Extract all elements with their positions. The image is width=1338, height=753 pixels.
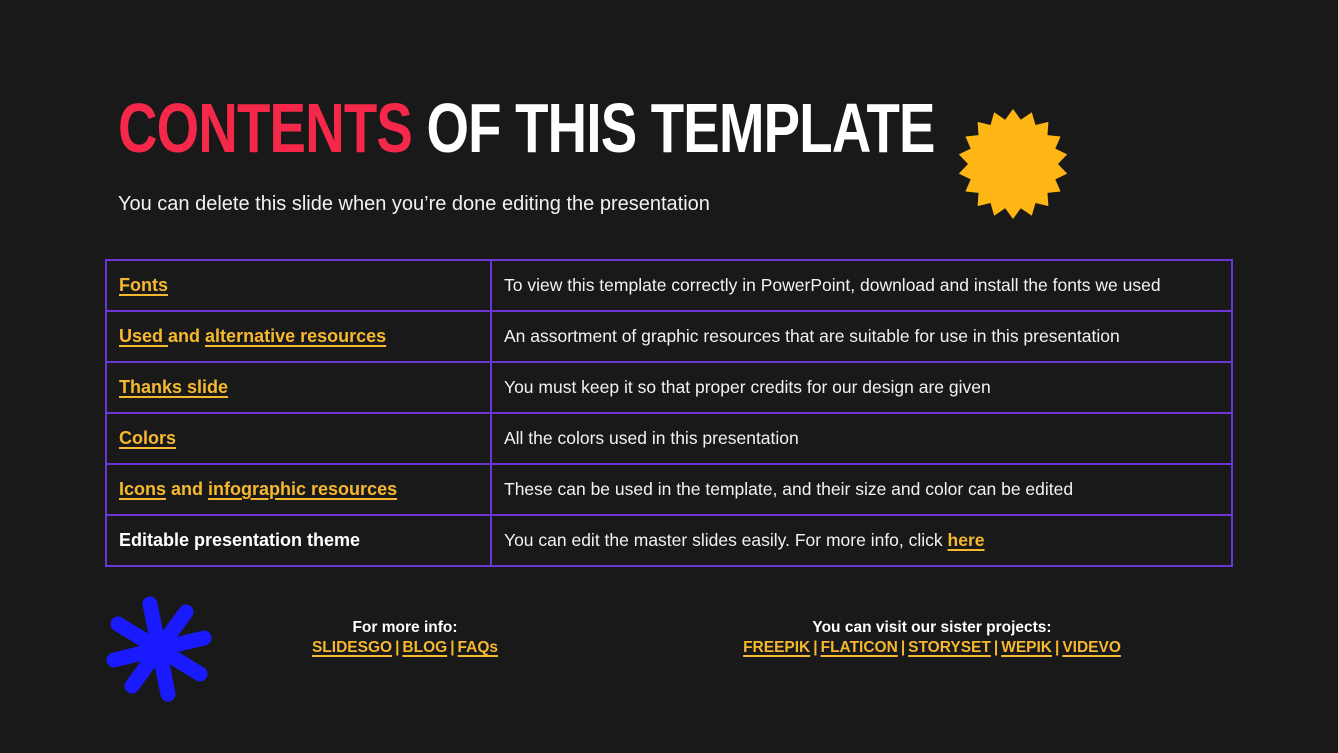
footer-link-slidesgo[interactable]: SLIDESGO bbox=[311, 639, 393, 656]
resource-link[interactable]: Thanks slide bbox=[119, 377, 229, 397]
row-description bbox=[491, 515, 1232, 566]
description-text: You must keep it so that proper credits for our design are given bbox=[504, 377, 991, 397]
link-separator: | bbox=[450, 639, 455, 656]
table-row bbox=[106, 260, 1232, 311]
row-description bbox=[491, 362, 1232, 413]
resource-link[interactable]: alternative resources bbox=[205, 326, 387, 346]
footer-left-heading: For more info: bbox=[352, 619, 458, 636]
label-text: and bbox=[168, 326, 206, 346]
link-separator: | bbox=[900, 639, 906, 656]
footer-link-videvo[interactable]: VIDEVO bbox=[1062, 639, 1121, 656]
row-label bbox=[106, 413, 491, 464]
footer-link-freepik[interactable]: FREEPIK bbox=[743, 639, 811, 656]
page-title bbox=[118, 88, 935, 168]
row-description bbox=[491, 413, 1232, 464]
description-text: These can be used in the template, and their size and color can be edited bbox=[504, 479, 1074, 499]
table-row bbox=[106, 515, 1232, 566]
footer-link-flaticon[interactable]: FLATICON bbox=[820, 639, 898, 656]
resource-link[interactable]: infographic resources bbox=[208, 479, 398, 499]
link-separator: | bbox=[395, 639, 400, 656]
here-link[interactable]: here bbox=[947, 530, 985, 550]
link-separator: | bbox=[993, 639, 999, 656]
footer-link-wepik[interactable]: WEPIK bbox=[1001, 639, 1052, 656]
footer-right-links bbox=[712, 638, 1152, 658]
title-accent: CONTENTS bbox=[118, 89, 413, 167]
row-label bbox=[106, 362, 491, 413]
row-description bbox=[491, 464, 1232, 515]
resource-link[interactable]: Icons bbox=[119, 479, 167, 499]
resource-link[interactable]: Fonts bbox=[119, 275, 168, 295]
footer-link-blog[interactable]: BLOG bbox=[402, 639, 448, 656]
footer-link-storyset[interactable]: STORYSET bbox=[908, 639, 991, 656]
row-label bbox=[106, 260, 491, 311]
description-text: All the colors used in this presentation bbox=[504, 428, 799, 448]
starburst-icon bbox=[956, 108, 1070, 220]
contents-table bbox=[105, 259, 1233, 567]
footer-sister-projects bbox=[712, 618, 1152, 658]
table-row bbox=[106, 311, 1232, 362]
row-label bbox=[106, 515, 491, 566]
label-text: and bbox=[166, 479, 209, 499]
table-row bbox=[106, 362, 1232, 413]
asterisk-icon bbox=[104, 594, 214, 704]
row-label bbox=[106, 311, 491, 362]
footer-link-faqs[interactable]: FAQs bbox=[457, 639, 499, 656]
row-label bbox=[106, 464, 491, 515]
resource-link[interactable]: Used bbox=[119, 326, 169, 346]
link-separator: | bbox=[1055, 639, 1060, 656]
footer-right-heading: You can visit our sister projects: bbox=[812, 619, 1052, 636]
label-text: Editable presentation theme bbox=[119, 530, 361, 550]
footer-more-info bbox=[280, 618, 530, 658]
footer-left-links bbox=[280, 638, 530, 658]
description-text: An assortment of graphic resources that are suitable for use in this presentation bbox=[504, 326, 1120, 346]
table-row bbox=[106, 464, 1232, 515]
description-text: To view this template correctly in PowerPoint, download and install the fonts we used bbox=[504, 275, 1161, 295]
resource-link[interactable]: Colors bbox=[119, 428, 177, 448]
table-row bbox=[106, 413, 1232, 464]
link-separator: | bbox=[813, 639, 818, 656]
description-text: You can edit the master slides easily. For more info, click bbox=[504, 530, 948, 550]
row-description bbox=[491, 260, 1232, 311]
title-rest: OF THIS TEMPLATE bbox=[412, 89, 935, 167]
row-description bbox=[491, 311, 1232, 362]
subtitle: You can delete this slide when you’re done editing the presentation bbox=[118, 193, 710, 215]
